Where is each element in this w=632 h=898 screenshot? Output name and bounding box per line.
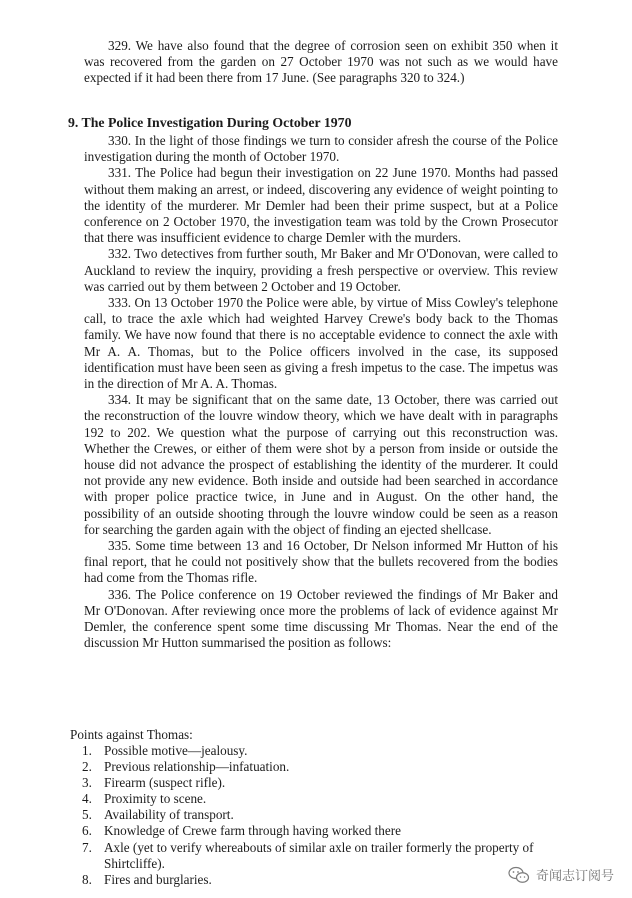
list-item-number: 1.: [82, 743, 92, 758]
paragraph-331: 331. The Police had begun their investigation on 22 June 1970. Months had passed without them making an arrest, or indeed, discovering any evidence of weight pointing to the identity of the murderer. Mr Demler had been their prime suspect, but at a Police conference on 2 October 1970, the investigation team was told by the Crown Prosecutor that there was insufficient evidence to charge Demler with the murders.: [84, 165, 558, 246]
list-item-text: Fires and burglaries.: [104, 871, 212, 887]
section-heading: 9. The Police Investigation During October 1970: [68, 115, 352, 130]
list-item-number: 5.: [82, 807, 92, 823]
watermark-label: 奇闻志订阅号: [535, 869, 614, 884]
list-item-number: 7.: [82, 839, 92, 855]
list-item: [82, 791, 556, 807]
list-item: [82, 872, 556, 888]
points-title: Points against Thomas:: [70, 727, 193, 742]
list-item-number: 2.: [82, 759, 92, 775]
paragraph-329: 329. We have also found that the degree of corrosion seen on exhibit 350 when it was recovered from the garden on 27 October 1970 was not such as we would have expected if it had been there from 17 June. (See paragraphs 320 to 324.): [84, 38, 558, 86]
wechat-icon: [508, 866, 530, 884]
paragraph-335: 335. Some time between 13 and 16 October, Dr Nelson informed Mr Hutton of his final report, that he could not positively show that the bullets recovered from the bodies had come from the Thomas rifle.: [84, 538, 558, 586]
points-list: [82, 743, 556, 888]
list-item-text: Axle (yet to verify whereabouts of similar axle on trailer formerly the property of Shirtcliffe).: [104, 839, 534, 871]
list-item-text: Availability of transport.: [104, 807, 234, 823]
list-item: [82, 775, 556, 791]
list-item: [82, 743, 556, 759]
paragraphs-330-336-block: [84, 133, 558, 652]
list-item: [82, 823, 556, 839]
list-item-text: Proximity to scene.: [104, 791, 207, 807]
list-item-text: Previous relationship—infatuation.: [104, 759, 290, 775]
paragraph-333: 333. On 13 October 1970 the Police were able, by virtue of Miss Cowley's telephone call, to trace the axle which had weighted Harvey Crewe's body back to the Thomas family. We have now found that there is no acceptable evidence to connect the axle with Mr A. A. Thomas, but to the Police officers involved in the case, its supposed identification must have been seen as giving a fresh impetus to the case. The impetus was in the direction of Mr A. A. Thomas.: [84, 295, 558, 392]
paragraph-329-block: [84, 38, 558, 87]
paragraph-336: 336. The Police conference on 19 October reviewed the findings of Mr Baker and Mr O'Donovan. After reviewing once more the problems of lack of evidence against Mr Demler, the conference spent some time discussing Mr Thomas. Near the end of the discussion Mr Hutton summarised the position as follows:: [84, 586, 558, 651]
paragraph-330: 330. In the light of those findings we turn to consider afresh the course of the Police investigation during the month of October 1970.: [84, 133, 558, 165]
list-item-number: 8.: [82, 871, 92, 887]
list-item-number: 4.: [82, 791, 92, 807]
list-item-text: Firearm (suspect rifle).: [104, 775, 226, 791]
list-item: [82, 759, 556, 775]
paragraph-334: 334. It may be significant that on the same date, 13 October, there was carried out the reconstruction of the louvre window theory, which we have dealt with in paragraphs 192 to 202. We question what the purpose of carrying out this reconstruction was. Whether the Crewes, or either of them were shot by a person from inside or outside the house did not advance the prospect of establishing the identity of the murderer. It could not provide any new evidence. Both inside and outside had been searched in accordance with proper police practice twice, in June and in August. On the other hand, the possibility of an outside shooting through the louvre window could be seen as a reason for searching the garden again with the object of finding an ejected shellcase.: [84, 392, 558, 537]
paragraph-332: 332. Two detectives from further south, Mr Baker and Mr O'Donovan, were called to Auckland to review the inquiry, providing a fresh perspective or overview. This review was carried out by them between 2 October and 19 October.: [84, 246, 558, 294]
list-item-number: 3.: [82, 775, 92, 791]
list-item-text: Possible motive—jealousy.: [104, 743, 248, 758]
list-item: [82, 807, 556, 823]
list-item-number: 6.: [82, 823, 92, 839]
watermark: [508, 865, 614, 884]
list-item: [82, 840, 556, 872]
list-item-text: Knowledge of Crewe farm through having worked there: [104, 823, 401, 839]
